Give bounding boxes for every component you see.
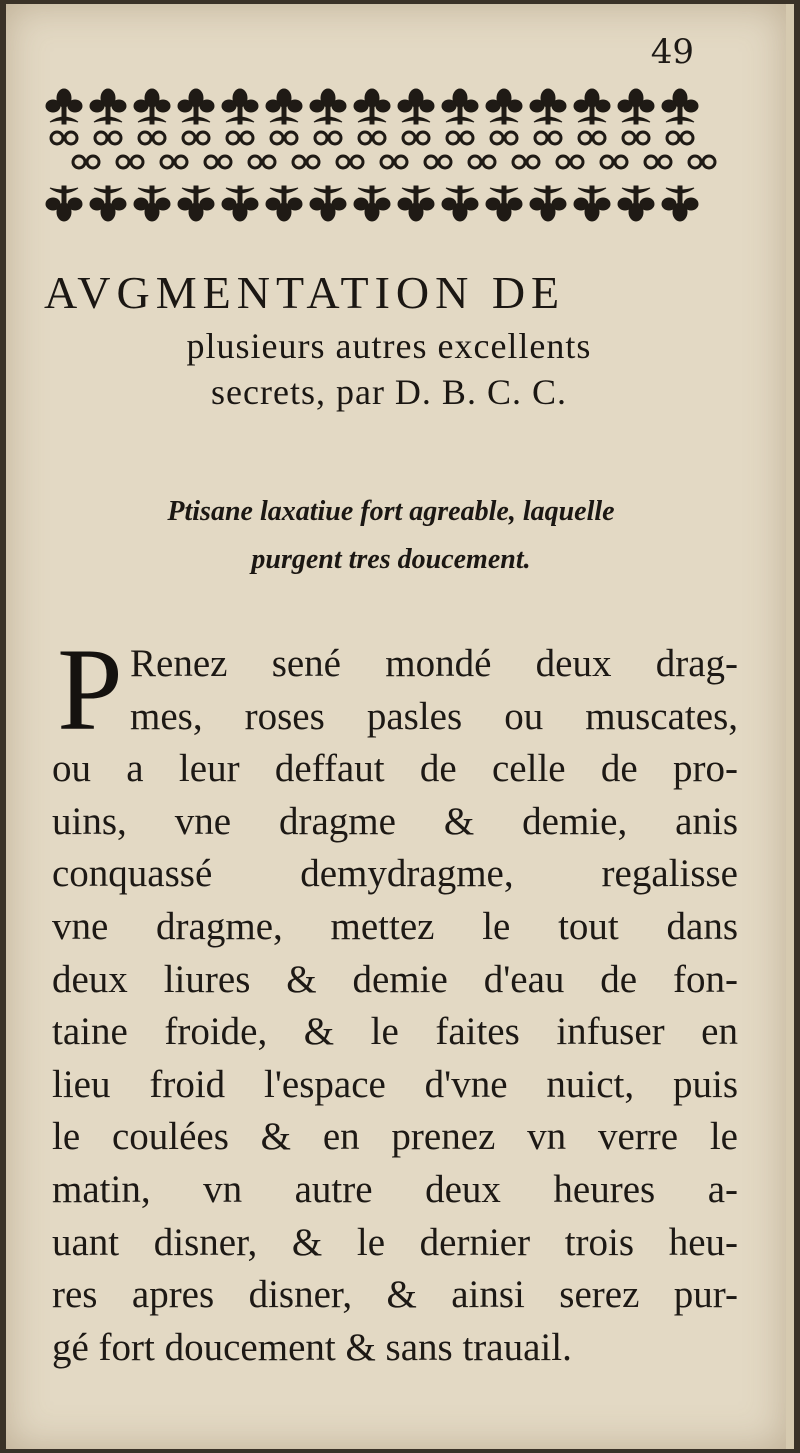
body-line: gé fort doucement & sans trauail.: [52, 1325, 572, 1369]
title-line: plusieurs autres excellents: [186, 326, 592, 366]
body-line: mes, roses pasles ou muscates,: [130, 694, 738, 738]
book-page: [6, 4, 794, 1449]
body-line: lieu froid l'espace d'vne nuict, puis: [52, 1062, 738, 1106]
body-line: uant disner, & le dernier trois heu-: [52, 1220, 738, 1264]
body-line: vne dragme, mettez le tout dans: [52, 904, 738, 948]
body-line: deux liures & demie d'eau de fon-: [52, 957, 738, 1001]
recipe-heading-line: Ptisane laxatiue fort agreable, laquelle: [167, 496, 615, 527]
recipe-body: [52, 624, 738, 1374]
body-line: matin, vn autre deux heures a-: [52, 1167, 738, 1211]
body-line: taine froide, & le faites infuser en: [52, 1010, 738, 1054]
page-number: 49: [650, 32, 694, 72]
title-line: AVGMENTATION DE: [44, 267, 566, 318]
body-line: Renez sené mondé deux drag-: [130, 642, 738, 685]
body-line: ou a leur deffaut de celle de pro-: [52, 747, 738, 791]
recipe-heading-line: purgent tres doucement.: [251, 544, 531, 575]
drop-cap-initial: P: [57, 624, 123, 755]
body-line: le coulées & en prenez vn verre le: [52, 1115, 738, 1159]
body-line: uins, vne dragme & demie, anis: [52, 799, 738, 843]
title-line: secrets, par D. B. C. C.: [211, 372, 567, 412]
recipe-heading: [46, 488, 736, 584]
body-line: res apres disner, & ainsi serez pur-: [52, 1273, 738, 1317]
body-line: conquassé demydragme, regalisse: [52, 852, 738, 896]
chapter-title: [44, 266, 734, 413]
fleuron-ornament-band: [40, 86, 726, 226]
